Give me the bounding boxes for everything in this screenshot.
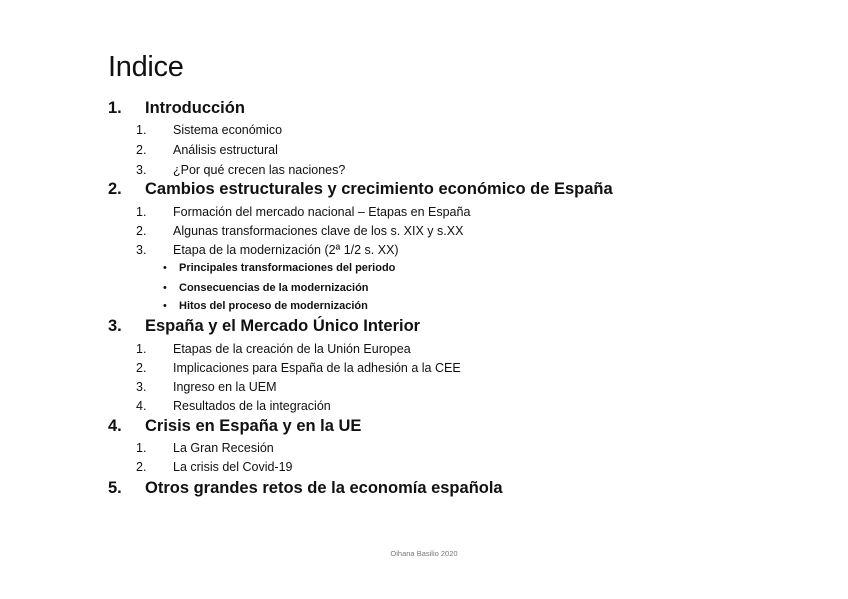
item-number: 1. <box>136 123 147 137</box>
item-label: Análisis estructural <box>173 143 278 157</box>
item-number: 3. <box>136 380 147 394</box>
item-label: Formación del mercado nacional – Etapas en España <box>173 205 471 219</box>
item-label: Etapa de la modernización (2ª 1/2 s. XX) <box>173 243 399 257</box>
item-label: Sistema económico <box>173 123 283 137</box>
bullet-icon: • <box>163 300 167 312</box>
footer-credit: Oihana Basilio 2020 <box>390 549 458 558</box>
section-number: 3. <box>108 317 122 335</box>
item-number: 3. <box>136 163 147 177</box>
item-label: La Gran Recesión <box>173 441 274 455</box>
section-label: Crisis en España y en la UE <box>145 417 362 435</box>
section-number: 4. <box>108 417 122 435</box>
item-number: 2. <box>136 143 147 157</box>
item-label: La crisis del Covid-19 <box>173 460 293 474</box>
section-label: España y el Mercado Único Interior <box>145 317 421 335</box>
item-number: 3. <box>136 243 147 257</box>
item-label: Algunas transformaciones clave de los s. XIX y s.XX <box>173 224 464 238</box>
item-number: 2. <box>136 224 147 238</box>
item-label: Ingreso en la UEM <box>173 380 277 394</box>
item-number: 1. <box>136 441 147 455</box>
bullet-icon: • <box>163 262 167 274</box>
page-title: Indice <box>108 51 184 83</box>
subitem-label: Principales transformaciones del periodo <box>179 262 396 274</box>
subitem-label: Consecuencias de la modernización <box>179 282 369 294</box>
item-label: Implicaciones para España de la adhesión a la CEE <box>173 361 461 375</box>
section-number: 2. <box>108 180 122 198</box>
section-label: Otros grandes retos de la economía española <box>145 479 503 497</box>
section-label: Cambios estructurales y crecimiento económico de España <box>145 180 613 198</box>
item-label: Etapas de la creación de la Unión Europea <box>173 342 411 356</box>
item-label: Resultados de la integración <box>173 399 331 413</box>
item-number: 2. <box>136 460 147 474</box>
item-label: ¿Por qué crecen las naciones? <box>173 163 346 177</box>
section-number: 1. <box>108 99 122 117</box>
item-number: 2. <box>136 361 147 375</box>
section-label: Introducción <box>145 99 245 117</box>
item-number: 4. <box>136 399 147 413</box>
subitem-label: Hitos del proceso de modernización <box>179 300 368 312</box>
section-number: 5. <box>108 479 122 497</box>
item-number: 1. <box>136 342 147 356</box>
item-number: 1. <box>136 205 147 219</box>
bullet-icon: • <box>163 282 167 294</box>
